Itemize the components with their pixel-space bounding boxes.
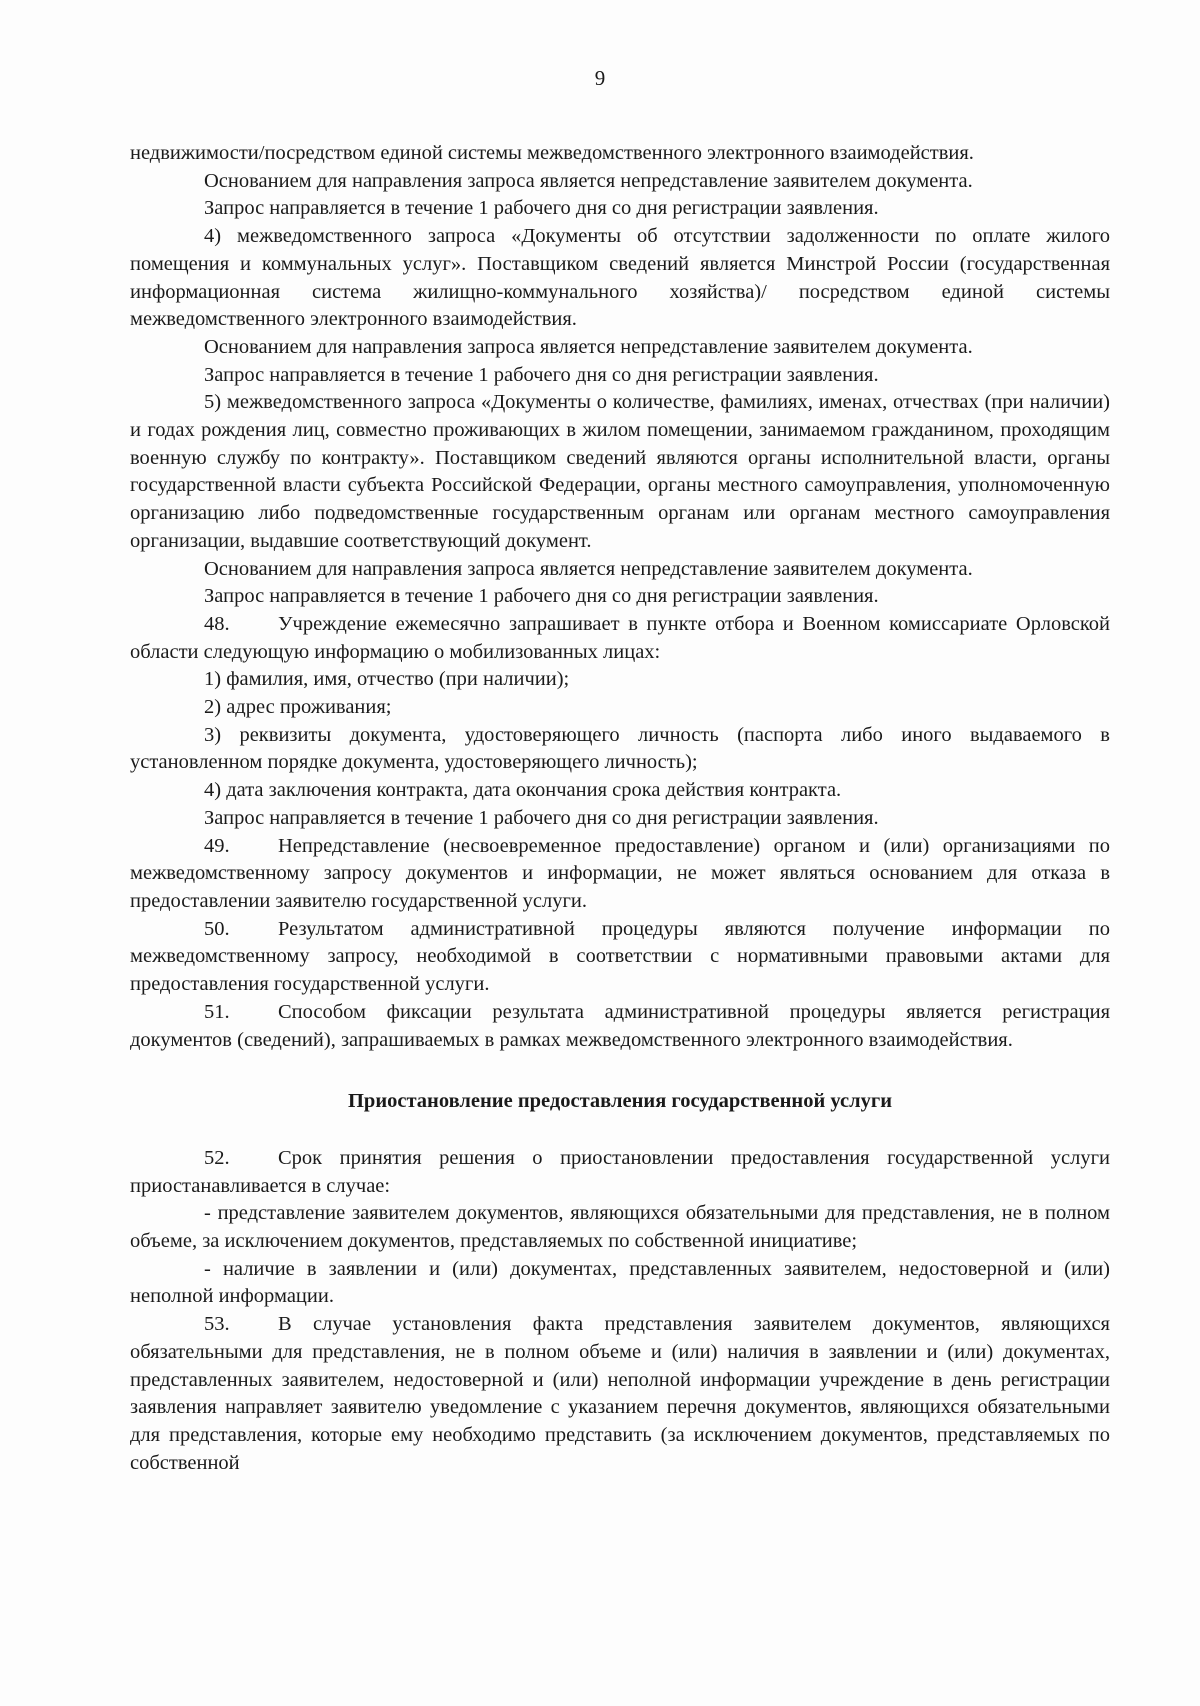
- paragraph: 4) дата заключения контракта, дата окончания срока действия контракта.: [204, 779, 842, 802]
- paragraph: 4) межведомственного запроса «Документы об отсутствии задолженности по оплате жилого помещения и коммунальных услуг». Поставщиком сведений является Минстрой России (государственная информационная система жилищно-коммунального хозяйства)/ посредством единой системы межведомственного электронного взаимодействия.: [130, 225, 1110, 331]
- paragraph: Запрос направляется в течение 1 рабочего дня со дня регистрации заявления.: [204, 197, 879, 220]
- paragraph-text: Учреждение ежемесячно запрашивает в пункте отбора и Военном комиссариате Орловской области следующую информацию о мобилизованных лицах:: [130, 612, 1110, 663]
- paragraph: Запрос направляется в течение 1 рабочего дня со дня регистрации заявления.: [204, 585, 879, 608]
- paragraph: - представление заявителем документов, являющихся обязательными для представления, не в полном объеме, за исключением документов, представляемых по собственной инициативе;: [130, 1202, 1110, 1253]
- paragraph-text: Результатом административной процедуры являются получение информации по межведомственному запросу, необходимой в соответствии с нормативными правовыми актами для предоставления государственной услуги.: [130, 917, 1110, 996]
- page-number: 9: [594, 66, 606, 90]
- paragraph: Основанием для направления запроса является непредставление заявителем документа.: [204, 169, 973, 192]
- paragraph: Основанием для направления запроса является непредставление заявителем документа.: [204, 335, 973, 358]
- paragraph-number: 52.: [204, 1146, 230, 1169]
- document-body: [130, 140, 1110, 1477]
- paragraph: Запрос направляется в течение 1 рабочего дня со дня регистрации заявления.: [204, 363, 879, 386]
- paragraph: 2) адрес проживания;: [204, 696, 392, 719]
- numbered-paragraph: [130, 1145, 1110, 1200]
- paragraph: - наличие в заявлении и (или) документах, представленных заявителем, недостоверной и (или) неполной информации.: [130, 1257, 1110, 1308]
- paragraph: недвижимости/посредством единой системы межведомственного электронного взаимодействия.: [130, 142, 974, 164]
- section-before-heading: [130, 140, 1110, 1054]
- paragraph-text: Непредставление (несвоевременное предоставление) органом и (или) организациями по межведомственному запросу документов и информации, не может являться основанием для отказа в предоставлении заявителю государственной услуги.: [130, 834, 1110, 912]
- paragraph-text: В случае установления факта представления заявителем документов, являющихся обязательными для представления, не в полном объеме и (или) наличия в заявлении и (или) документах, представленных заявителем, недостоверной и (или) неполной информации учреждение в день регистрации заявления направляет заявителю уведомление с указанием перечня документов, являющихся обязательными для представления, которые ему необходимо представить (за исключением документов, представляемых по собственной: [130, 1313, 1110, 1474]
- numbered-paragraph: [130, 916, 1110, 999]
- numbered-paragraph: [130, 833, 1110, 916]
- paragraph: Основанием для направления запроса является непредставление заявителем документа.: [204, 557, 973, 580]
- numbered-paragraph: [130, 1311, 1110, 1477]
- paragraph-text: Срок принятия решения о приостановлении предоставления государственной услуги приостанавливается в случае:: [130, 1146, 1110, 1197]
- numbered-paragraph: [130, 999, 1110, 1054]
- paragraph-number: 51.: [204, 1000, 230, 1023]
- paragraph-number: 50.: [204, 917, 230, 940]
- numbered-paragraph: [130, 611, 1110, 666]
- paragraph-number: 53.: [204, 1313, 230, 1336]
- section-heading: Приостановление предоставления государственной услуги: [347, 1090, 893, 1113]
- paragraph: 5) межведомственного запроса «Документы о количестве, фамилиях, именах, отчествах (при наличии) и годах рождения лиц, совместно проживающих в жилом помещении, занимаемом гражданином, проходящим военную службу по контракту». Поставщиком сведений являются органы исполнительной власти, органы государственной власти субъекта Российской Федерации, органы местного самоуправления, уполномоченную организацию либо подведомственные государственным органам или органам местного самоуправления организации, выдавшие соответствующий документ.: [130, 391, 1110, 552]
- paragraph-number: 49.: [204, 834, 230, 857]
- paragraph-number: 48.: [204, 612, 230, 635]
- paragraph: Запрос направляется в течение 1 рабочего дня со дня регистрации заявления.: [204, 806, 879, 829]
- section-after-heading: [130, 1145, 1110, 1477]
- paragraph-text: Способом фиксации результата административной процедуры является регистрация документов (сведений), запрашиваемых в рамках межведомственного электронного взаимодействия.: [130, 1000, 1110, 1051]
- paragraph: 1) фамилия, имя, отчество (при наличии);: [204, 668, 570, 691]
- paragraph: 3) реквизиты документа, удостоверяющего личность (паспорта либо иного выдаваемого в установленном порядке документа, удостоверяющего личность);: [130, 723, 1110, 774]
